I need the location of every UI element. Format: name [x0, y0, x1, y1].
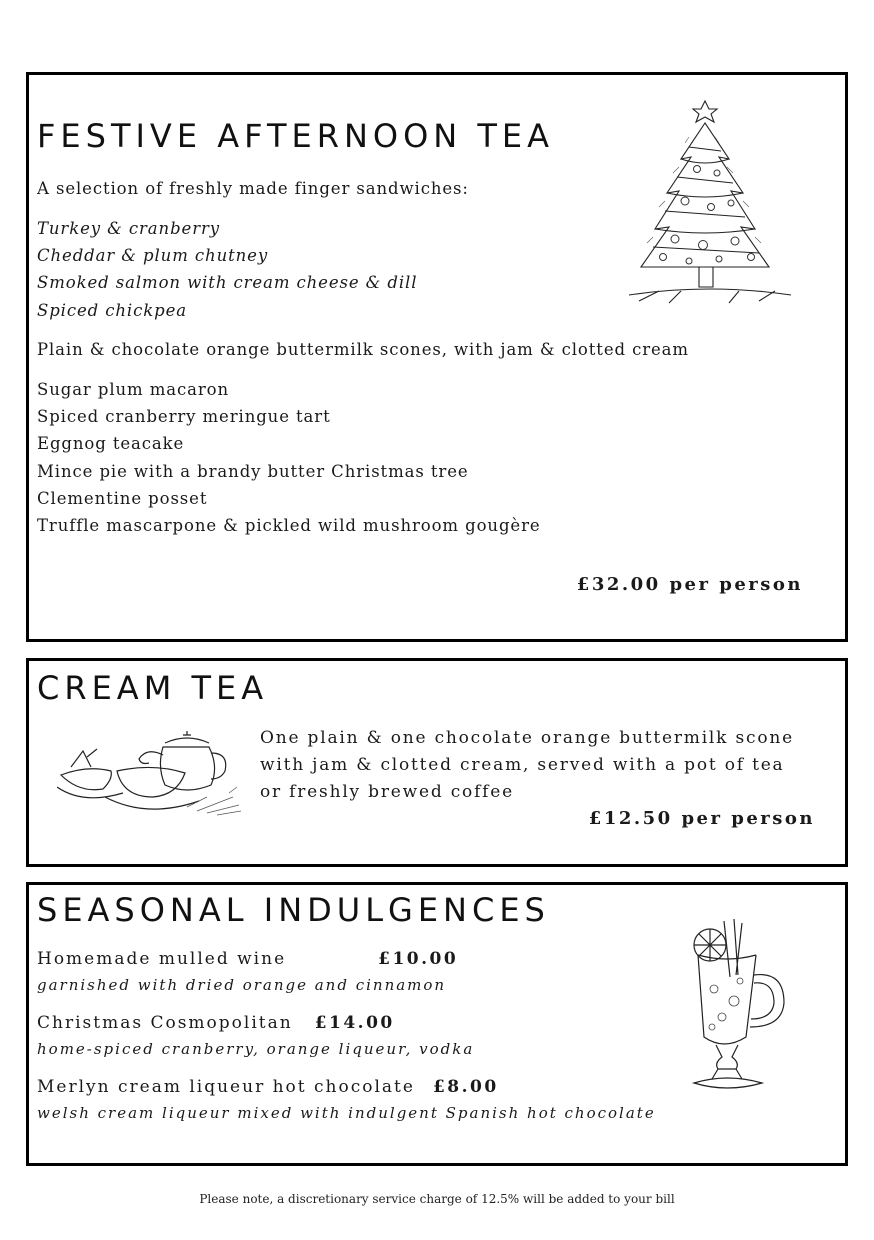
drink-price: £8.00 [432, 1077, 499, 1097]
drink-name: Christmas Cosmopolitan [37, 1013, 293, 1033]
cream-tea-description [260, 725, 840, 806]
sandwich-item: Smoked salmon with cream cheese & dill [37, 273, 418, 292]
seasonal-title: SEASONAL INDULGENCES [37, 891, 550, 929]
drink-price: £14.00 [314, 1013, 395, 1033]
sweet-item: Truffle mascarpone & pickled wild mushroom gougère [37, 516, 541, 535]
drink-price: £10.00 [378, 949, 459, 969]
seasonal-indulgences-section [26, 882, 848, 1166]
cream-tea-description-line: with jam & clotted cream, served with a pot of tea [260, 755, 785, 775]
drink-description: welsh cream liqueur mixed with indulgent Spanish hot chocolate [37, 1104, 656, 1122]
sandwich-item: Turkey & cranberry [37, 219, 220, 238]
cream-tea-title: CREAM TEA [37, 669, 269, 707]
cream-tea-description-line: or freshly brewed coffee [260, 782, 514, 802]
drink-name: Homemade mulled wine [37, 949, 287, 969]
festive-price: £32.00 per person [576, 574, 803, 595]
drink-name: Merlyn cream liqueur hot chocolate [37, 1077, 415, 1097]
sandwich-item: Spiced chickpea [37, 301, 188, 320]
drink-item [37, 949, 458, 969]
scones-line: Plain & chocolate orange buttermilk scones, with jam & clotted cream [37, 340, 689, 359]
drink-item [37, 1077, 499, 1097]
sweet-item: Eggnog teacake [37, 434, 185, 453]
sweet-item: Mince pie with a brandy butter Christmas tree [37, 462, 469, 481]
drink-description: garnished with dried orange and cinnamon [37, 976, 447, 994]
mulled-wine-glass-icon [684, 917, 794, 1097]
festive-intro: A selection of freshly made finger sandwiches: [37, 179, 469, 198]
drink-description: home-spiced cranberry, orange liqueur, vodka [37, 1040, 475, 1058]
cream-tea-price: £12.50 per person [588, 808, 815, 829]
service-charge-note: Please note, a discretionary service charge of 12.5% will be added to your bill [199, 1192, 675, 1206]
sweet-item: Spiced cranberry meringue tart [37, 407, 331, 426]
christmas-tree-icon [619, 97, 799, 309]
cream-tea-description-line: One plain & one chocolate orange buttermilk scone [260, 728, 794, 748]
festive-title: FESTIVE AFTERNOON TEA [37, 117, 555, 155]
teapot-and-cups-icon [57, 727, 243, 819]
sweet-item: Clementine posset [37, 489, 208, 508]
festive-afternoon-tea-section [26, 72, 848, 642]
cream-tea-section [26, 658, 848, 867]
drink-item [37, 1013, 395, 1033]
sandwich-item: Cheddar & plum chutney [37, 246, 269, 265]
sweet-item: Sugar plum macaron [37, 380, 230, 399]
